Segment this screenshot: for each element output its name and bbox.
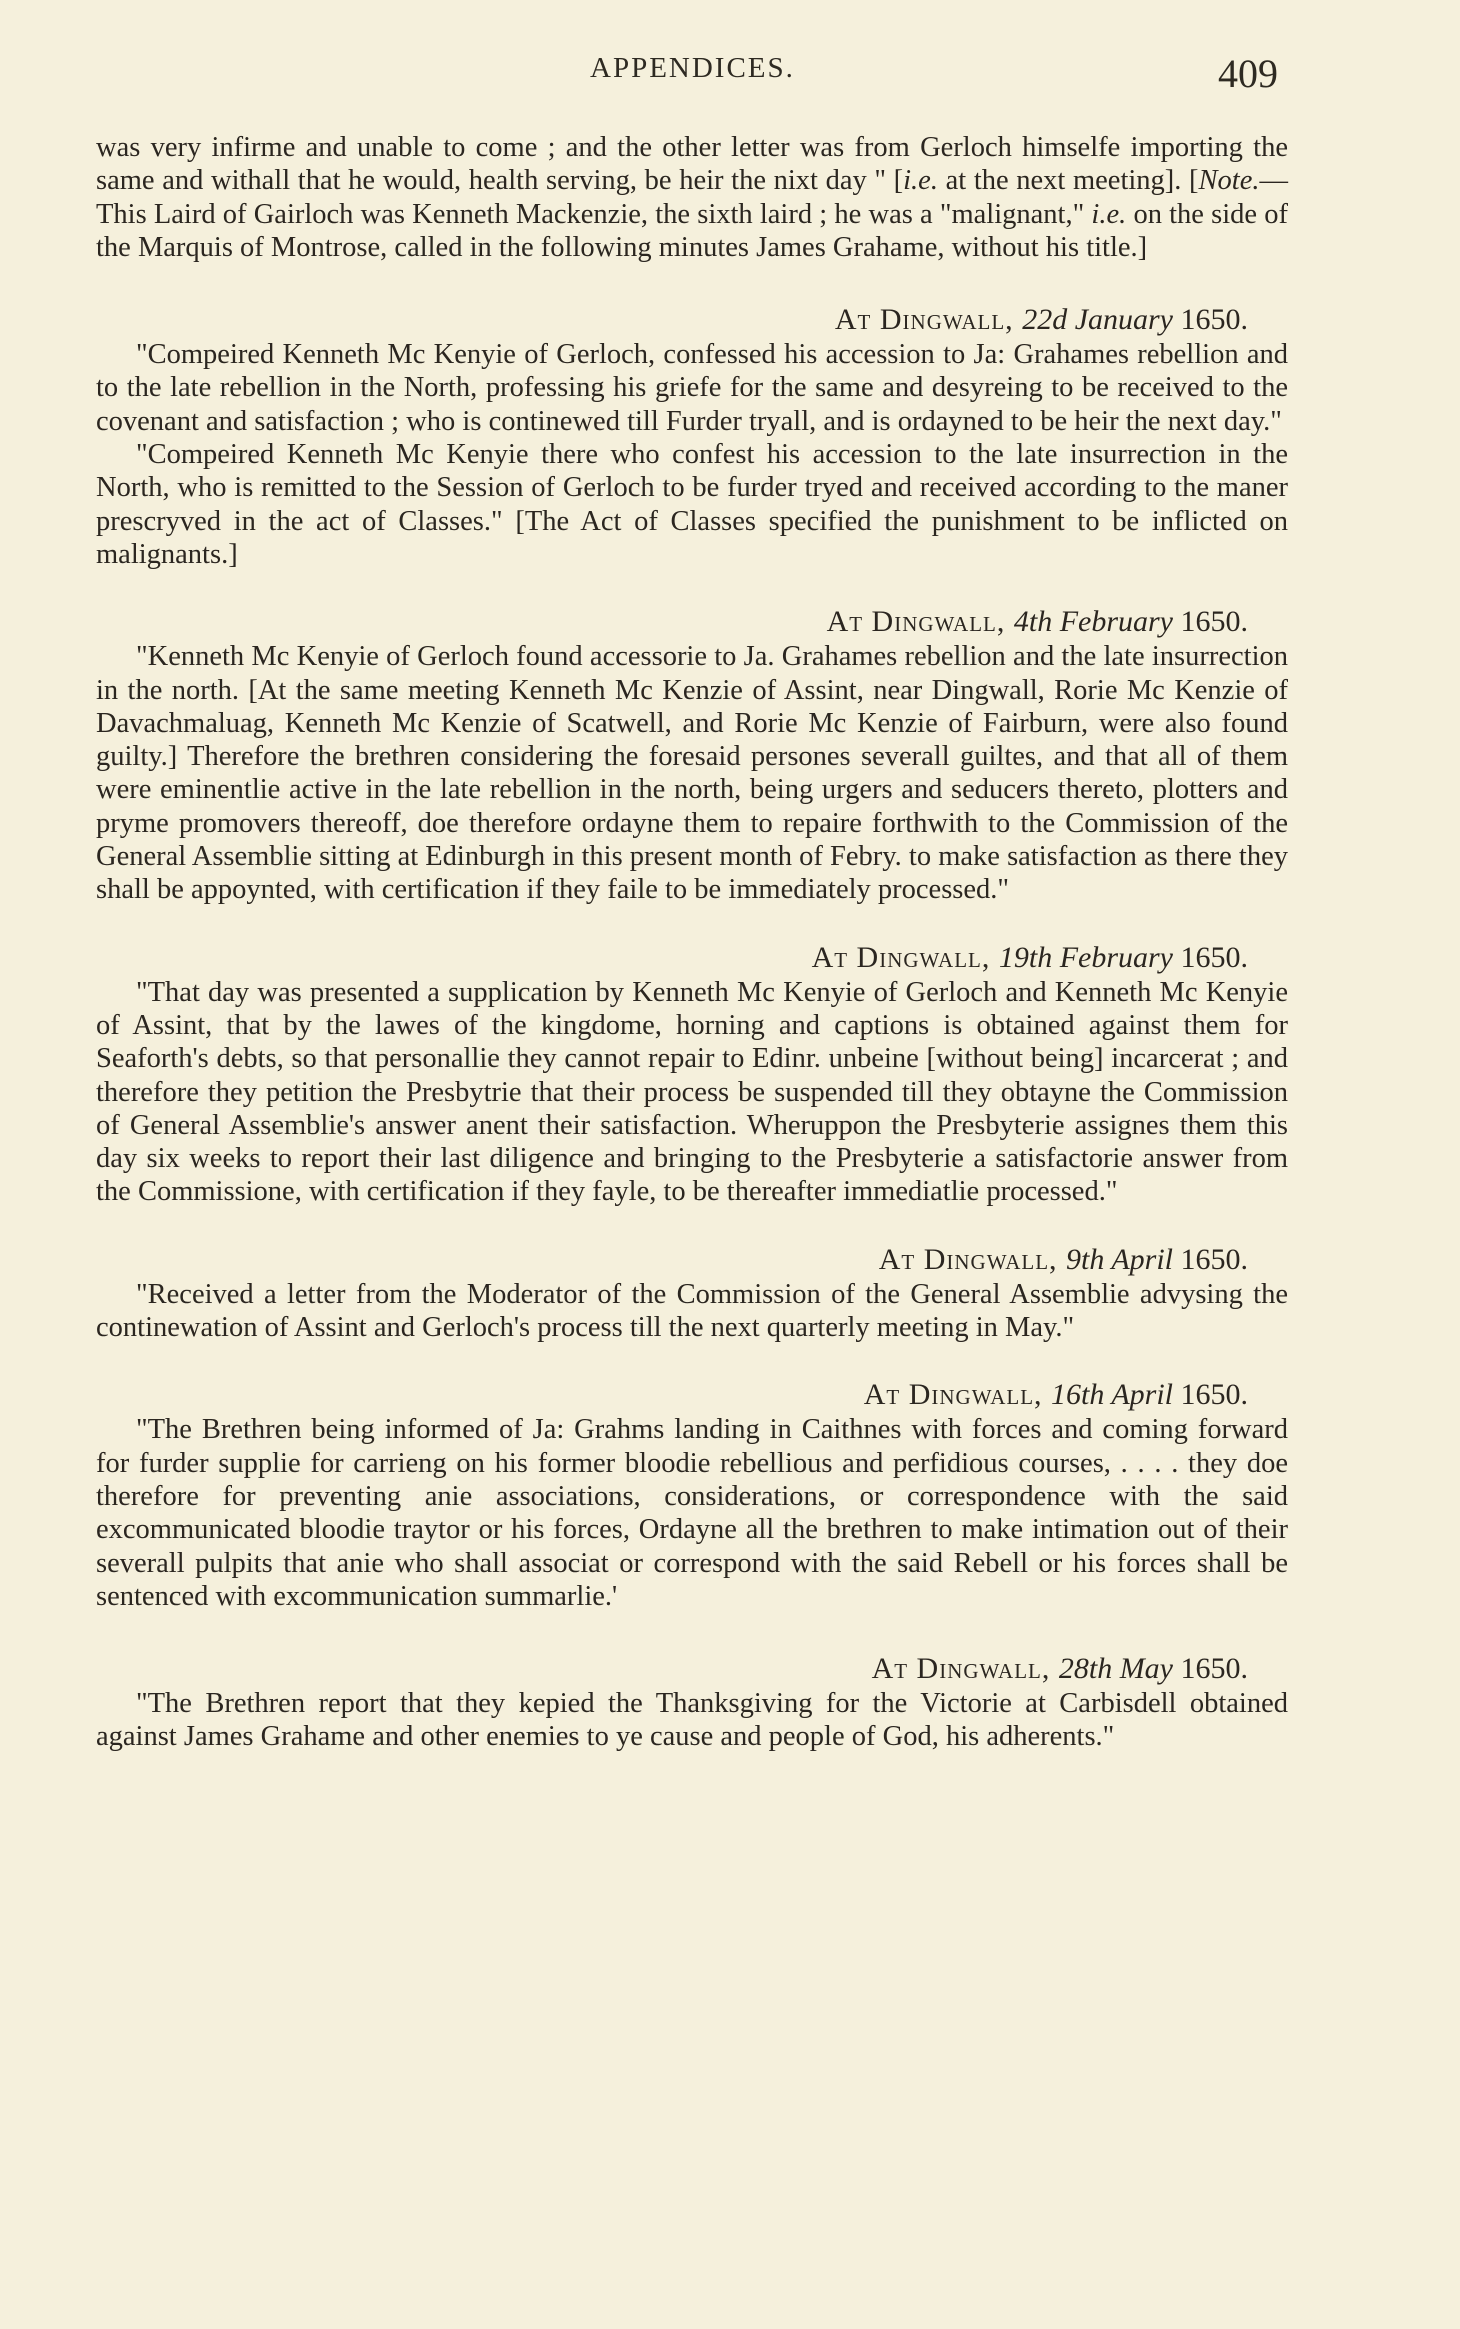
entry-paragraph: "The Brethren being informed of Ja: Grahms landing in Caithnes with forces and coming forward for furder supplie for carrieng on his former bloodie rebellious and perfidious courses, . . . . they doe therefore for preventing anie associations, considerations, or correspondence with the said excommunicated bloodie traytor or his forces, Ordayne all the brethren to make intimation out of their severall pulpits that anie who shall associat or correspond with the said Rebell or his forces shall be sentenced with excommunication summarlie.' <box>96 1414 1288 1612</box>
entry-heading: At Dingwall, 28th May 1650. <box>871 1652 1248 1686</box>
entry-heading: At Dingwall, 22d January 1650. <box>834 303 1248 337</box>
entry-paragraph: "Compeired Kenneth Mc Kenyie of Gerloch, confessed his accession to Ja: Grahames rebellion and to the late rebellion in the North, professing his griefe for the same and desyreing to be received to the covenant and satisfaction ; who is continewed till Furder tryall, and is ordayned to be heir the next day." <box>96 339 1288 437</box>
entry-heading: At Dingwall, 9th April 1650. <box>878 1242 1248 1276</box>
entry-paragraph: "Compeired Kenneth Mc Kenyie there who confest his accession to the late insurrection in the North, who is remitted to the Session of Gerloch to be furder tryed and received according to the maner prescryved in the act of Classes." [The Act of Classes specified the punishment to be inflicted on malignants.] <box>96 439 1288 570</box>
body-text <box>96 131 1288 1754</box>
entry-paragraph: "The Brethren report that they kepied the Thanksgiving for the Victorie at Carbisdell obtained against James Grahame and other enemies to ye cause and people of God, his adherents." <box>96 1688 1288 1753</box>
running-head: APPENDICES. <box>590 52 795 84</box>
entry-paragraph: "That day was presented a supplication by Kenneth Mc Kenyie of Gerloch and Kenneth Mc Kenyie of Assint, that by the lawes of the kingdome, horning and captions is obtained against them for Seaforth's debts, so that personallie they cannot repair to Edinr. unbeine [without being] incarcerat ; and therefore they petition the Presbytrie that their process be suspended till they obtayne the Commission of General Assemblie's answer anent their satisfaction. Wheruppon the Presbyterie assignes them this day six weeks to report their last diligence and bringing to the Presbyterie a satisfactorie answer from the Commissione, with certification if they fayle, to be thereafter immediatlie processed." <box>96 976 1288 1208</box>
entry-heading: At Dingwall, 19th February 1650. <box>811 940 1248 974</box>
entry-paragraph: "Received a letter from the Moderator of the Commission of the General Assemblie advysing the continewation of Assint and Gerloch's process till the next quarterly meeting in May." <box>96 1278 1288 1344</box>
intro-paragraph: was very infirme and unable to come ; and the other letter was from Gerloch himselfe importing the same and withall that he would, health serving, be heir the nixt day " [i.e. at the next meeting]. [Note.—This Laird of Gairloch was Kenneth Mackenzie, the sixth laird ; he was a "malignant," i.e. on the side of the Marquis of Montrose, called in the following minutes James Grahame, without his title.] <box>96 132 1289 263</box>
entry-heading: At Dingwall, 4th February 1650. <box>826 605 1248 639</box>
entry-heading: At Dingwall, 16th April 1650. <box>863 1378 1248 1412</box>
page-number: 409 <box>1218 51 1278 96</box>
entry-paragraph: "Kenneth Mc Kenyie of Gerloch found accessorie to Ja. Grahames rebellion and the late insurrection in the north. [At the same meeting Kenneth Mc Kenzie of Assint, near Dingwall, Rorie Mc Kenzie of Davachmaluag, Kenneth Mc Kenzie of Scatwell, and Rorie Mc Kenzie of Fairburn, were also found guilty.] Therefore the brethren considering the foresaid persones severall guiltes, and that all of them were eminentlie active in the late rebellion in the north, being urgers and seducers thereto, plotters and pryme promovers thereoff, doe therefore ordayne them to repaire forthwith to the Commission of the General Assemblie sitting at Edinburgh in this present month of Febry. to make satisfaction as there they shall be appoynted, with certification if they faile to be immediately processed." <box>96 641 1289 906</box>
